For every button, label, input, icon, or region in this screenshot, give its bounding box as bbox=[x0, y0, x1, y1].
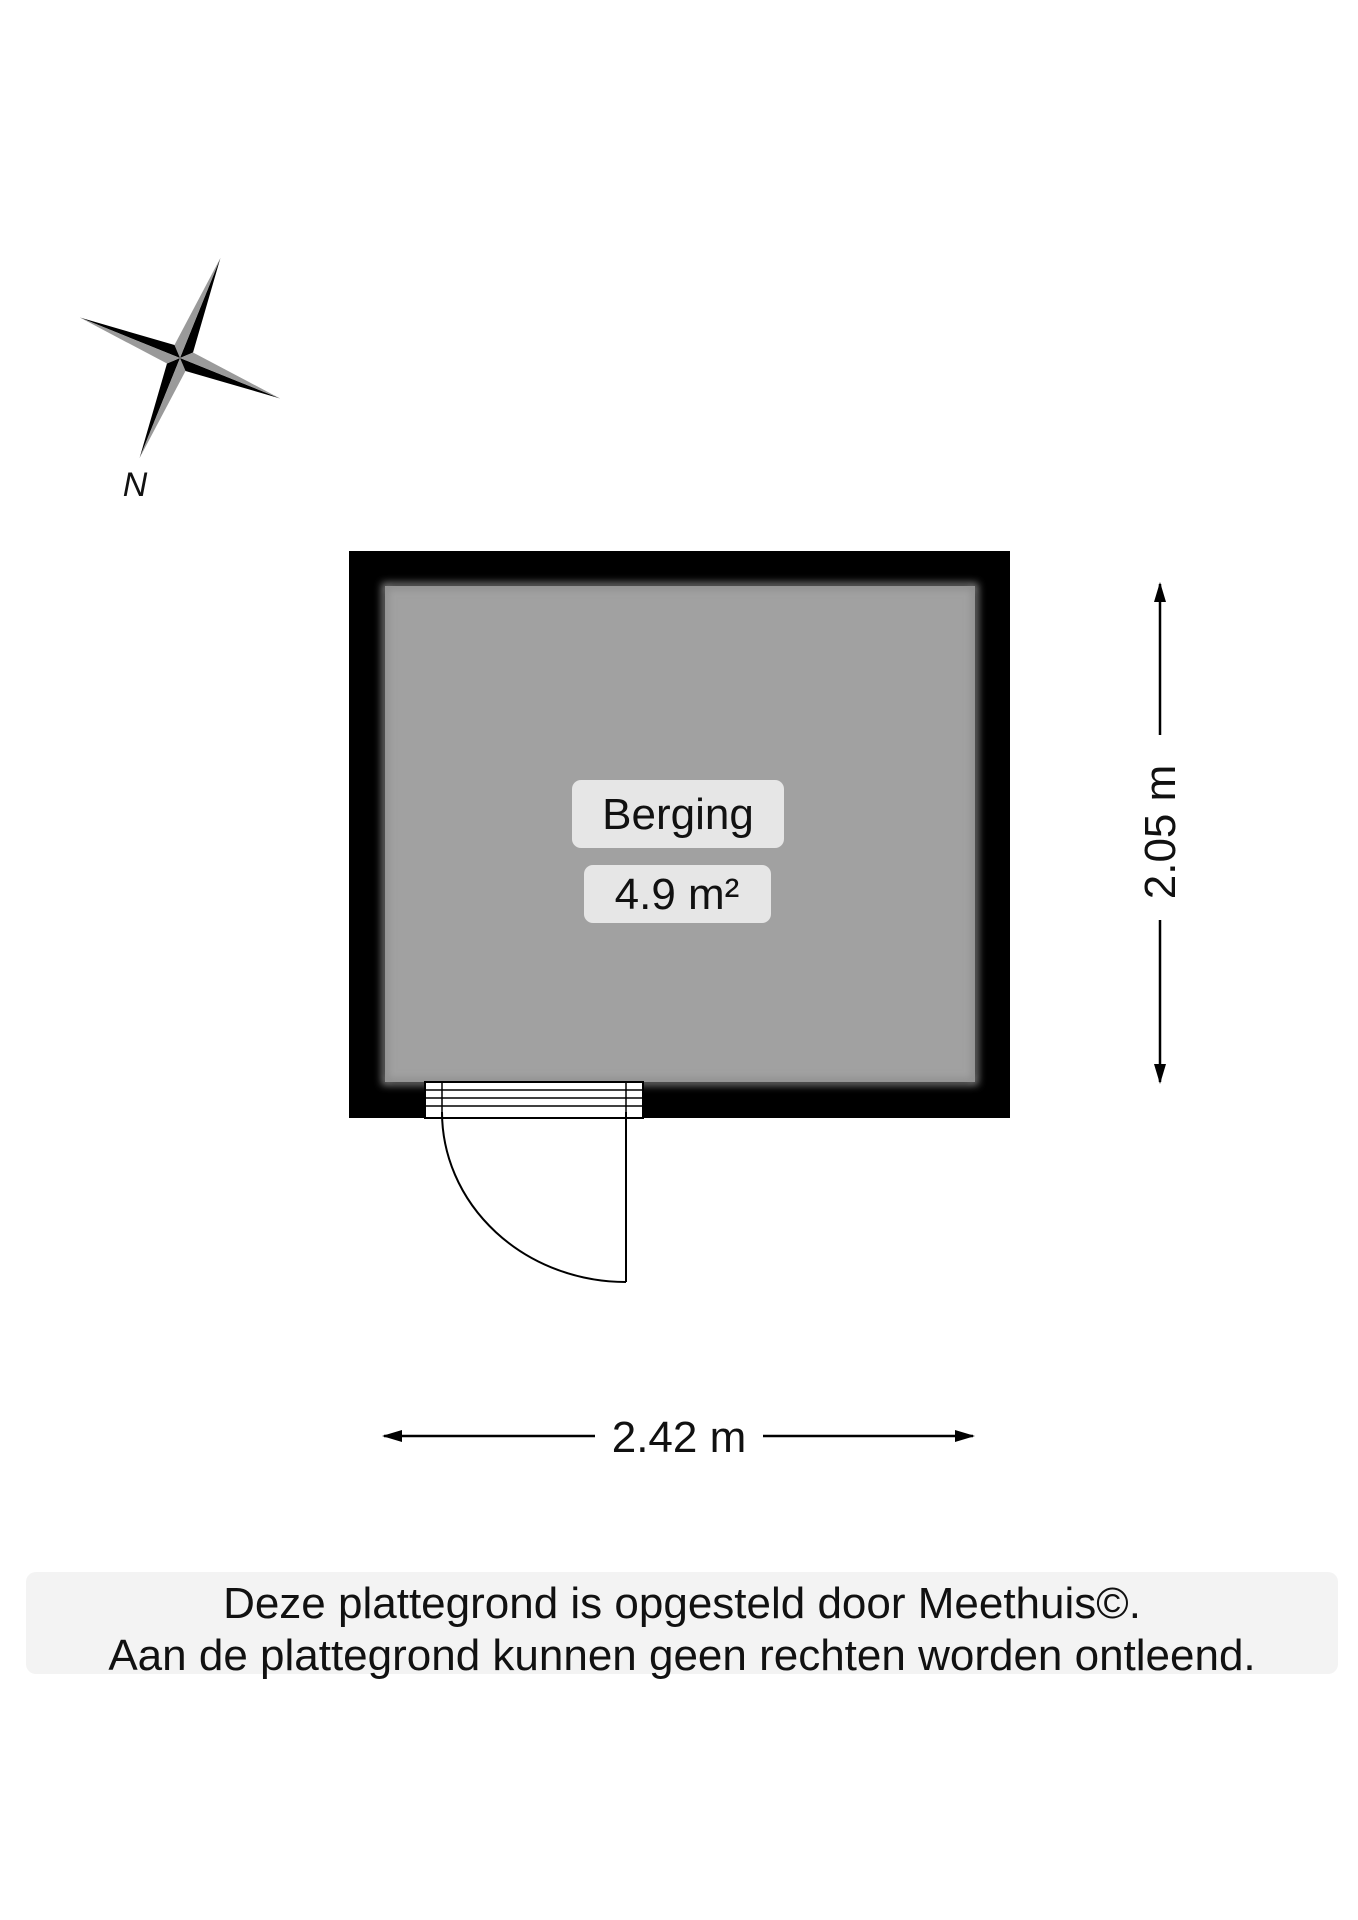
compass-rose-icon bbox=[39, 217, 320, 498]
room-area: 4.9 m² bbox=[614, 870, 740, 919]
room-name: Berging bbox=[602, 790, 754, 839]
disclaimer-line-1: Deze plattegrond is opgesteld door Meethuis©. bbox=[223, 1579, 1141, 1628]
depth-label: 2.05 m bbox=[1136, 764, 1185, 900]
door-swing-icon bbox=[442, 1112, 626, 1282]
room-berging bbox=[349, 551, 1010, 1282]
door-opening bbox=[425, 1082, 643, 1118]
disclaimer bbox=[26, 1572, 1338, 1680]
disclaimer-line-2: Aan de plattegrond kunnen geen rechten worden ontleend. bbox=[108, 1631, 1256, 1680]
width-label: 2.42 m bbox=[611, 1413, 747, 1462]
north-label: N bbox=[122, 466, 148, 504]
